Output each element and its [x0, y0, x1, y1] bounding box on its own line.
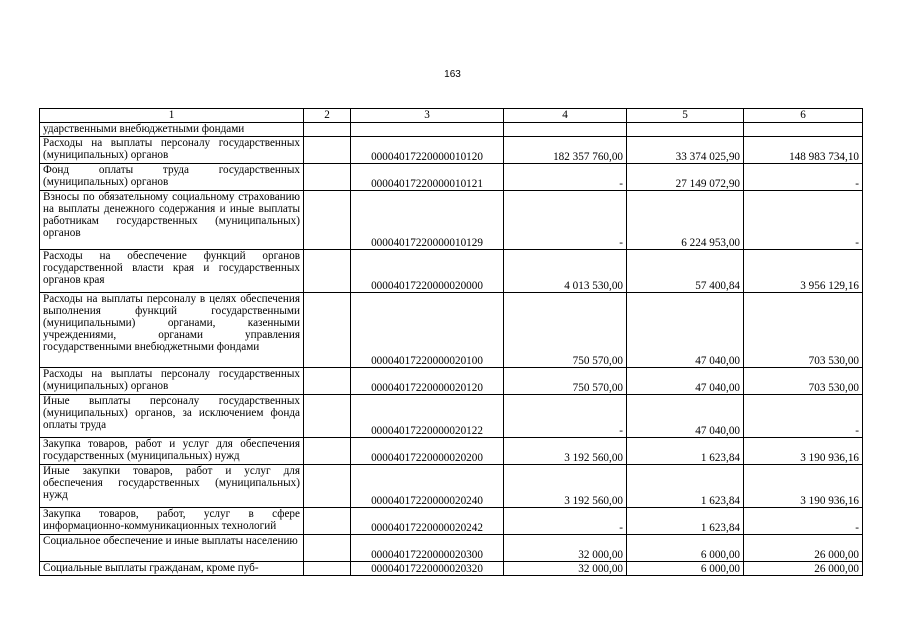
- row-col2: [304, 191, 351, 250]
- table-row: [40, 438, 863, 465]
- row-value-6: [744, 123, 863, 137]
- table-row: [40, 562, 863, 576]
- row-description: ударственными внебюджетными фондами: [40, 123, 304, 137]
- row-col2: [304, 562, 351, 576]
- column-header: 4: [504, 109, 627, 123]
- row-value-6: -: [744, 164, 863, 191]
- row-col2: [304, 395, 351, 438]
- column-number-row: [40, 109, 863, 123]
- row-value-6: 3 956 129,16: [744, 250, 863, 293]
- row-description: Расходы на обеспечение функций органов государственной власти края и государственных органов края: [40, 250, 304, 293]
- row-value-4: 32 000,00: [504, 535, 627, 562]
- row-value-5: 47 040,00: [627, 395, 744, 438]
- row-code: 00004017220000020100: [351, 293, 504, 368]
- table-row: [40, 137, 863, 164]
- row-value-5: 1 623,84: [627, 438, 744, 465]
- column-header: 5: [627, 109, 744, 123]
- row-description: Иные закупки товаров, работ и услуг для обеспечения государственных (муниципальных) нужд: [40, 465, 304, 508]
- row-col2: [304, 508, 351, 535]
- row-value-4: [504, 123, 627, 137]
- row-value-5: 1 623,84: [627, 465, 744, 508]
- row-code: 00004017220000020000: [351, 250, 504, 293]
- row-col2: [304, 438, 351, 465]
- table-row: [40, 535, 863, 562]
- row-value-4: 32 000,00: [504, 562, 627, 576]
- row-col2: [304, 293, 351, 368]
- column-header: 2: [304, 109, 351, 123]
- row-value-4: 3 192 560,00: [504, 438, 627, 465]
- row-description: Закупка товаров, работ и услуг для обеспечения государственных (муниципальных) нужд: [40, 438, 304, 465]
- row-col2: [304, 250, 351, 293]
- row-value-4: 750 570,00: [504, 293, 627, 368]
- row-description: Расходы на выплаты персоналу государственных (муниципальных) органов: [40, 368, 304, 395]
- row-code: [351, 123, 504, 137]
- row-value-5: 6 224 953,00: [627, 191, 744, 250]
- row-description: Расходы на выплаты персоналу в целях обеспечения выполнения функций государственными (муниципальными) органами, казенными учреждениями, органами управления государственными внебюджетными фондами: [40, 293, 304, 368]
- row-value-5: 1 623,84: [627, 508, 744, 535]
- row-code: 00004017220000020122: [351, 395, 504, 438]
- row-col2: [304, 535, 351, 562]
- row-code: 00004017220000020240: [351, 465, 504, 508]
- column-header: 1: [40, 109, 304, 123]
- row-code: 00004017220000010120: [351, 137, 504, 164]
- row-value-6: -: [744, 395, 863, 438]
- row-value-6: 148 983 734,10: [744, 137, 863, 164]
- budget-table: [39, 108, 863, 576]
- row-value-5: 47 040,00: [627, 293, 744, 368]
- table-row: [40, 465, 863, 508]
- row-description: Взносы по обязательному социальному страхованию на выплаты денежного содержания и иные выплаты работникам государственных (муниципальных) органов: [40, 191, 304, 250]
- table-row: [40, 368, 863, 395]
- table-row: [40, 250, 863, 293]
- row-code: 00004017220000020320: [351, 562, 504, 576]
- row-value-4: 4 013 530,00: [504, 250, 627, 293]
- row-description: Расходы на выплаты персоналу государственных (муниципальных) органов: [40, 137, 304, 164]
- row-code: 00004017220000020300: [351, 535, 504, 562]
- row-value-6: 3 190 936,16: [744, 438, 863, 465]
- row-code: 00004017220000020200: [351, 438, 504, 465]
- table-row: [40, 293, 863, 368]
- row-description: Закупка товаров, работ, услуг в сфере информационно-коммуникационных технологий: [40, 508, 304, 535]
- row-value-5: 6 000,00: [627, 535, 744, 562]
- row-col2: [304, 465, 351, 508]
- row-description: Социальное обеспечение и иные выплаты населению: [40, 535, 304, 562]
- row-value-6: -: [744, 508, 863, 535]
- row-value-4: -: [504, 508, 627, 535]
- row-value-5: 57 400,84: [627, 250, 744, 293]
- column-header: 6: [744, 109, 863, 123]
- row-value-6: 26 000,00: [744, 562, 863, 576]
- row-value-6: 26 000,00: [744, 535, 863, 562]
- row-value-6: 703 530,00: [744, 293, 863, 368]
- row-code: 00004017220000020242: [351, 508, 504, 535]
- row-value-6: 703 530,00: [744, 368, 863, 395]
- row-value-4: 750 570,00: [504, 368, 627, 395]
- page-number: 163: [444, 69, 461, 80]
- table-row: [40, 191, 863, 250]
- row-value-4: -: [504, 164, 627, 191]
- row-col2: [304, 164, 351, 191]
- table-row: [40, 123, 863, 137]
- row-value-4: -: [504, 191, 627, 250]
- row-description: Социальные выплаты гражданам, кроме пуб-: [40, 562, 304, 576]
- table-row: [40, 164, 863, 191]
- row-value-6: -: [744, 191, 863, 250]
- row-value-5: 33 374 025,90: [627, 137, 744, 164]
- row-value-4: 182 357 760,00: [504, 137, 627, 164]
- row-description: Фонд оплаты труда государственных (муниципальных) органов: [40, 164, 304, 191]
- row-col2: [304, 137, 351, 164]
- row-value-5: 47 040,00: [627, 368, 744, 395]
- row-code: 00004017220000010129: [351, 191, 504, 250]
- row-value-5: [627, 123, 744, 137]
- row-value-5: 27 149 072,90: [627, 164, 744, 191]
- row-col2: [304, 368, 351, 395]
- table-row: [40, 395, 863, 438]
- row-description: Иные выплаты персоналу государственных (муниципальных) органов, за исключением фонда оплаты труда: [40, 395, 304, 438]
- column-header: 3: [351, 109, 504, 123]
- table-row: [40, 508, 863, 535]
- row-value-4: 3 192 560,00: [504, 465, 627, 508]
- row-col2: [304, 123, 351, 137]
- row-value-6: 3 190 936,16: [744, 465, 863, 508]
- row-value-5: 6 000,00: [627, 562, 744, 576]
- row-code: 00004017220000010121: [351, 164, 504, 191]
- row-code: 00004017220000020120: [351, 368, 504, 395]
- row-value-4: -: [504, 395, 627, 438]
